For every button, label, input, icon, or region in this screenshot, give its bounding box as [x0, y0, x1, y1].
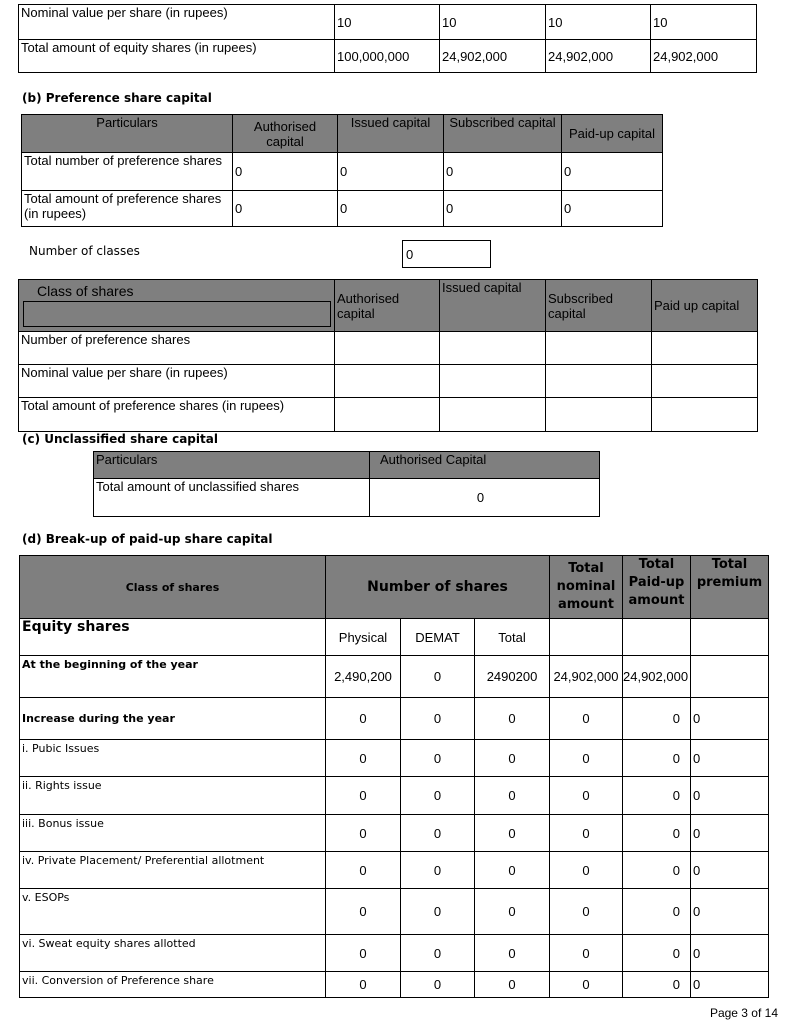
cell-value: 10 — [651, 5, 757, 40]
table-header-row — [19, 280, 758, 332]
col-header: Particulars — [22, 115, 233, 153]
table-row — [94, 479, 600, 517]
table-row — [20, 972, 769, 998]
table-row — [19, 398, 758, 432]
cell-total: 0 — [475, 935, 550, 972]
row-label: Nominal value per share (in rupees) — [19, 5, 335, 40]
cell-demat: 0 — [401, 656, 475, 698]
cell-paidup: 0 — [623, 698, 691, 740]
row-label: vii. Conversion of Preference share — [20, 972, 326, 998]
cell-physical: 0 — [326, 777, 401, 815]
cell-physical: 0 — [326, 972, 401, 998]
row-label: ii. Rights issue — [20, 777, 326, 815]
cell-premium: 0 — [691, 889, 769, 935]
breakup-table — [19, 555, 769, 998]
cell-demat: 0 — [401, 777, 475, 815]
page-number: Page 3 of 14 — [709, 1006, 778, 1020]
cell-paidup: 24,902,000 — [623, 656, 691, 698]
unclassified-capital-table — [93, 451, 600, 517]
cell-value: 0 — [338, 153, 444, 191]
col-header: Paid up capital — [652, 280, 758, 332]
cell-value[interactable] — [335, 365, 440, 398]
cell-nominal: 0 — [550, 698, 623, 740]
col-header-premium: Total premium — [691, 556, 769, 619]
cell-paidup: 0 — [623, 777, 691, 815]
row-label: Total amount of preference shares (in rupees) — [22, 191, 233, 227]
cell-value: 0 — [370, 479, 600, 517]
cell-nominal: 0 — [550, 852, 623, 889]
cell-value: 10 — [335, 5, 440, 40]
row-label: Total number of preference shares — [22, 153, 233, 191]
cell-value: 10 — [440, 5, 546, 40]
cell-value: 100,000,000 — [335, 40, 440, 73]
cell-premium: 0 — [691, 777, 769, 815]
table-row — [19, 365, 758, 398]
cell-value[interactable] — [546, 398, 652, 432]
col-header: Issued capital — [440, 280, 546, 332]
cell-value[interactable] — [335, 398, 440, 432]
row-label: iv. Private Placement/ Preferential allotment — [20, 852, 326, 889]
table-row — [20, 698, 769, 740]
col-header-total: Total — [475, 619, 550, 656]
cell-paidup: 0 — [623, 852, 691, 889]
cell-total: 0 — [475, 698, 550, 740]
cell-total: 0 — [475, 815, 550, 852]
cell-value: 24,902,000 — [440, 40, 546, 73]
table-header-row — [22, 115, 663, 153]
cell-nominal: 0 — [550, 815, 623, 852]
cell-premium: 0 — [691, 972, 769, 998]
cell-physical: 0 — [326, 935, 401, 972]
table-header-row — [20, 556, 769, 619]
cell-value[interactable] — [652, 398, 758, 432]
row-label: v. ESOPs — [20, 889, 326, 935]
cell-value: 0 — [233, 191, 338, 227]
cell-demat: 0 — [401, 698, 475, 740]
table-row — [20, 935, 769, 972]
cell-premium: 0 — [691, 852, 769, 889]
col-header: Authorised capital — [335, 280, 440, 332]
cell-total: 0 — [475, 852, 550, 889]
cell-value: 0 — [233, 153, 338, 191]
preference-capital-table — [21, 114, 663, 227]
col-header: Authorised Capital — [370, 452, 600, 479]
col-header: Class of shares — [37, 283, 134, 299]
cell-nominal: 24,902,000 — [550, 656, 623, 698]
col-header-paidup: Total Paid-up amount — [623, 556, 691, 619]
class-of-shares-table — [18, 279, 758, 432]
section-title-unclassified: (c) Unclassified share capital — [22, 432, 218, 446]
col-header-demat: DEMAT — [401, 619, 475, 656]
cell-value: 24,902,000 — [546, 40, 651, 73]
cell-total: 2490200 — [475, 656, 550, 698]
table-row — [20, 815, 769, 852]
equity-capital-table — [18, 4, 757, 73]
cell-premium: 0 — [691, 698, 769, 740]
cell-demat: 0 — [401, 889, 475, 935]
table-row — [20, 889, 769, 935]
table-header-row — [94, 452, 600, 479]
col-header: Authorised capital — [233, 115, 338, 153]
number-of-classes-field[interactable]: 0 — [402, 240, 491, 268]
cell-value[interactable] — [440, 365, 546, 398]
row-label: Total amount of equity shares (in rupees) — [19, 40, 335, 73]
cell-premium: 0 — [691, 935, 769, 972]
cell-value: 24,902,000 — [651, 40, 757, 73]
cell-paidup: 0 — [623, 935, 691, 972]
cell-value: 0 — [444, 153, 562, 191]
cell-paidup: 0 — [623, 740, 691, 777]
cell-physical: 0 — [326, 815, 401, 852]
row-label: Increase during the year — [20, 698, 326, 740]
col-header: Subscribed capital — [546, 280, 652, 332]
cell-value: 0 — [562, 191, 663, 227]
cell-value[interactable] — [335, 332, 440, 365]
equity-shares-label: Equity shares — [20, 619, 326, 656]
cell-total: 0 — [475, 889, 550, 935]
row-label: vi. Sweat equity shares allotted — [20, 935, 326, 972]
col-header-physical: Physical — [326, 619, 401, 656]
cell-value[interactable] — [652, 365, 758, 398]
cell-nominal: 0 — [550, 889, 623, 935]
table-row — [20, 740, 769, 777]
table-row — [22, 153, 663, 191]
cell-premium: 0 — [691, 740, 769, 777]
row-label: Total amount of unclassified shares — [94, 479, 370, 517]
cell-value: 0 — [562, 153, 663, 191]
cell-paidup: 0 — [623, 889, 691, 935]
cell-value: 0 — [444, 191, 562, 227]
cell-demat: 0 — [401, 740, 475, 777]
table-row — [19, 40, 757, 73]
cell-physical: 2,490,200 — [326, 656, 401, 698]
cell-nominal: 0 — [550, 935, 623, 972]
row-label: Number of preference shares — [19, 332, 335, 365]
cell-nominal: 0 — [550, 972, 623, 998]
cell-nominal: 0 — [550, 740, 623, 777]
cell-physical: 0 — [326, 852, 401, 889]
table-row — [20, 852, 769, 889]
cell-paidup: 0 — [623, 972, 691, 998]
cell-total: 0 — [475, 740, 550, 777]
row-label: iii. Bonus issue — [20, 815, 326, 852]
table-subheader-row — [20, 619, 769, 656]
cell-total: 0 — [475, 972, 550, 998]
class-of-shares-input[interactable] — [23, 301, 331, 327]
table-row — [22, 191, 663, 227]
row-label: At the beginning of the year — [20, 656, 326, 698]
row-label: i. Pubic Issues — [20, 740, 326, 777]
col-header: Issued capital — [338, 115, 444, 153]
section-title-breakup: (d) Break-up of paid-up share capital — [22, 532, 273, 546]
cell-premium: 0 — [691, 815, 769, 852]
cell-physical: 0 — [326, 740, 401, 777]
cell-demat: 0 — [401, 815, 475, 852]
table-row — [20, 656, 769, 698]
col-header: Subscribed capital — [444, 115, 562, 153]
table-row — [19, 5, 757, 40]
cell-total: 0 — [475, 777, 550, 815]
col-header-class: Class of shares — [20, 556, 326, 619]
table-row — [19, 332, 758, 365]
cell-value[interactable] — [440, 332, 546, 365]
col-header: Paid-up capital — [562, 115, 663, 153]
table-row — [20, 777, 769, 815]
cell-demat: 0 — [401, 972, 475, 998]
cell-value: 0 — [338, 191, 444, 227]
cell-demat: 0 — [401, 852, 475, 889]
cell-value[interactable] — [652, 332, 758, 365]
cell-value[interactable] — [440, 398, 546, 432]
number-of-classes-label: Number of classes — [29, 244, 140, 258]
cell-nominal: 0 — [550, 777, 623, 815]
cell-premium — [691, 656, 769, 698]
section-title-preference: (b) Preference share capital — [22, 91, 212, 105]
cell-value: 10 — [546, 5, 651, 40]
cell-value[interactable] — [546, 365, 652, 398]
class-of-shares-header — [19, 280, 335, 332]
cell-physical: 0 — [326, 698, 401, 740]
col-header-number: Number of shares — [326, 556, 550, 619]
cell-demat: 0 — [401, 935, 475, 972]
col-header-nominal: Total nominal amount — [550, 556, 623, 619]
cell-physical: 0 — [326, 889, 401, 935]
row-label: Nominal value per share (in rupees) — [19, 365, 335, 398]
row-label: Total amount of preference shares (in rupees) — [19, 398, 335, 432]
cell-paidup: 0 — [623, 815, 691, 852]
col-header: Particulars — [94, 452, 370, 479]
cell-value[interactable] — [546, 332, 652, 365]
